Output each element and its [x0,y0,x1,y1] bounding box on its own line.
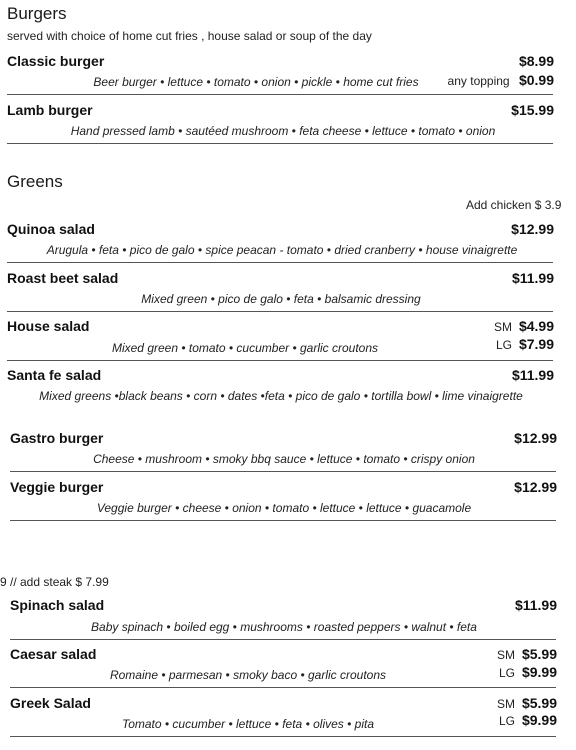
item-name-classic-burger: Classic burger [7,53,105,69]
size-label-sm: SM [493,320,512,334]
item-name-greek-salad: Greek Salad [10,695,91,711]
item-price-caesar-salad-lg [499,664,557,680]
divider [10,639,556,640]
price-sm: $5.99 [521,695,557,711]
section-subtitle-burgers: served with choice of home cut fries , house salad or soup of the day [7,29,372,43]
item-desc-caesar-salad: Romaine • parmesan • smoky baco • garlic croutons [109,668,387,682]
item-desc-house-salad: Mixed green • tomato • cucumber • garlic croutons [111,341,379,355]
item-name-house-salad: House salad [7,318,90,334]
size-label-sm: SM [496,648,515,662]
item-price-santa-fe-salad: $11.99 [511,367,554,383]
item-price-caesar-salad-sm [497,646,557,662]
size-label-lg: LG [498,714,515,728]
item-price-roast-beet-salad: $11.99 [511,270,554,286]
divider [10,687,556,688]
item-name-lamb-burger: Lamb burger [7,102,93,118]
item-name-quinoa-salad: Quinoa salad [7,221,95,237]
item-name-veggie-burger: Veggie burger [10,479,104,495]
item-desc-roast-beet-salad: Mixed green • pico de galo • feta • balsamic dressing [141,292,421,306]
item-desc-santa-fe-salad: Mixed greens •black beans • corn • dates •feta • pico de galo • tortilla bowl • lime vinaigrette [39,389,523,403]
topping-note [448,72,554,88]
divider [7,311,553,312]
section-title-greens: Greens [7,172,63,191]
item-desc-lamb-burger: Hand pressed lamb • sautéed mushroom • feta cheese • lettuce • tomato • onion [70,124,496,138]
price-sm: $5.99 [521,646,557,662]
item-price-classic-burger: $8.99 [518,53,554,69]
add-chicken-note: Add chicken $ 3.9 [466,198,562,212]
price-lg: $7.99 [518,336,554,352]
item-desc-quinoa-salad: Arugula • feta • pico de galo • spice peacan - tomato • dried cranberry • house vinaigrette [46,243,518,257]
section-title-burgers: Burgers [7,4,67,23]
divider [7,94,553,95]
item-name-spinach-salad: Spinach salad [10,597,105,613]
divider [7,262,553,263]
size-label-lg: LG [495,338,512,352]
divider [10,471,556,472]
item-name-santa-fe-salad: Santa fe salad [7,367,102,383]
item-price-quinoa-salad: $12.99 [511,221,554,237]
item-desc-veggie-burger: Veggie burger • cheese • onion • tomato • lettuce • lettuce • guacamole [96,501,472,515]
topping-price: $0.99 [518,72,554,88]
item-name-caesar-salad: Caesar salad [10,646,97,662]
add-steak-note: 9 // add steak $ 7.99 [0,575,109,589]
item-price-greek-salad-sm [497,695,557,711]
size-label-sm: SM [496,697,515,711]
item-desc-greek-salad: Tomato • cucumber • lettuce • feta • olives • pita [121,717,374,731]
item-desc-classic-burger: Beer burger • lettuce • tomato • onion • pickle • home cut fries [93,75,419,89]
price-sm: $4.99 [518,318,554,334]
item-desc-gastro-burger: Cheese • mushroom • smoky bbq sauce • lettuce • tomato • crispy onion [93,452,475,466]
item-desc-spinach-salad: Baby spinach • boiled egg • mushrooms • roasted peppers • walnut • feta [91,620,477,634]
item-price-veggie-burger: $12.99 [514,479,557,495]
item-price-gastro-burger: $12.99 [514,430,557,446]
topping-label: any topping [447,74,510,88]
item-price-house-salad-lg [496,336,554,352]
divider [7,143,553,144]
item-price-lamb-burger: $15.99 [511,102,554,118]
item-name-roast-beet-salad: Roast beet salad [7,270,119,286]
item-name-gastro-burger: Gastro burger [10,430,104,446]
divider [10,520,556,521]
item-price-greek-salad-lg [499,712,557,728]
size-label-lg: LG [498,666,515,680]
item-price-house-salad-sm [494,318,554,334]
item-price-spinach-salad: $11.99 [514,597,557,613]
divider [7,360,553,361]
price-lg: $9.99 [521,712,557,728]
price-lg: $9.99 [521,664,557,680]
divider [10,736,556,737]
